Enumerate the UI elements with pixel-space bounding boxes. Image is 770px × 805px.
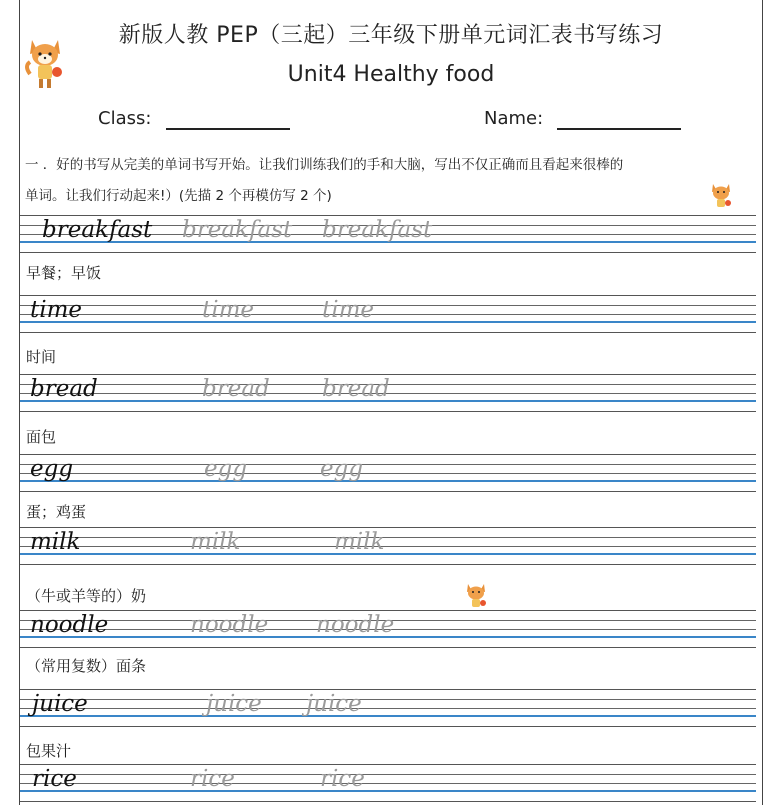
word-trace: time <box>202 297 255 323</box>
writing-row-breakfast <box>20 215 762 259</box>
small-fox-icon <box>709 182 733 212</box>
word-trace: breakfast <box>322 217 433 243</box>
unit-title: Unit4 Healthy food <box>287 62 495 87</box>
word-model: bread <box>30 376 98 402</box>
word-model: time <box>30 297 83 323</box>
word-meaning: 面包 <box>26 428 57 446</box>
word-model: noodle <box>30 612 109 638</box>
word-trace: time <box>322 297 375 323</box>
word-trace: bread <box>202 376 270 402</box>
name-label: Name: <box>484 108 544 129</box>
writing-row-noodle <box>20 610 762 654</box>
name-field[interactable] <box>557 128 681 130</box>
worksheet-page <box>19 0 763 805</box>
word-model: milk <box>30 529 81 555</box>
word-trace: noodle <box>316 612 395 638</box>
word-model: breakfast <box>42 217 153 243</box>
word-meaning: （常用复数）面条 <box>26 657 147 675</box>
word-model: juice <box>32 691 88 717</box>
word-trace: milk <box>190 529 241 555</box>
word-trace: juice <box>206 691 262 717</box>
word-trace: noodle <box>190 612 269 638</box>
word-model: egg <box>30 456 74 482</box>
writing-row-egg <box>20 454 762 498</box>
page-title: 新版人教 PEP（三起）三年级下册单元词汇表书写练习 <box>118 23 664 48</box>
class-field[interactable] <box>166 128 290 130</box>
word-trace: egg <box>204 456 248 482</box>
small-fox-icon <box>464 582 488 612</box>
word-meaning: （牛或羊等的）奶 <box>26 587 147 605</box>
word-trace: rice <box>190 766 235 792</box>
writing-row-rice <box>20 764 762 805</box>
class-label: Class: <box>98 108 152 129</box>
word-trace: bread <box>322 376 390 402</box>
writing-row-bread <box>20 374 762 418</box>
writing-row-juice <box>20 689 762 733</box>
instruction-line-2: 单词。让我们行动起来!）(先描 2 个再模仿写 2 个) <box>25 188 332 204</box>
word-trace: rice <box>320 766 365 792</box>
writing-row-milk <box>20 527 762 571</box>
word-meaning: 包果汁 <box>26 742 72 760</box>
word-trace: breakfast <box>182 217 293 243</box>
word-meaning: 时间 <box>26 348 57 366</box>
word-model: rice <box>32 766 77 792</box>
writing-row-time <box>20 295 762 339</box>
word-trace: juice <box>306 691 362 717</box>
word-trace: egg <box>320 456 364 482</box>
word-meaning: 蛋；鸡蛋 <box>26 503 87 521</box>
word-meaning: 早餐；早饭 <box>26 264 102 282</box>
instruction-line-1: 一 ．好的书写从完美的单词书写开始。让我们训练我们的手和大脑，写出不仅正确而且看起来很棒的 <box>25 157 624 173</box>
word-trace: milk <box>334 529 385 555</box>
